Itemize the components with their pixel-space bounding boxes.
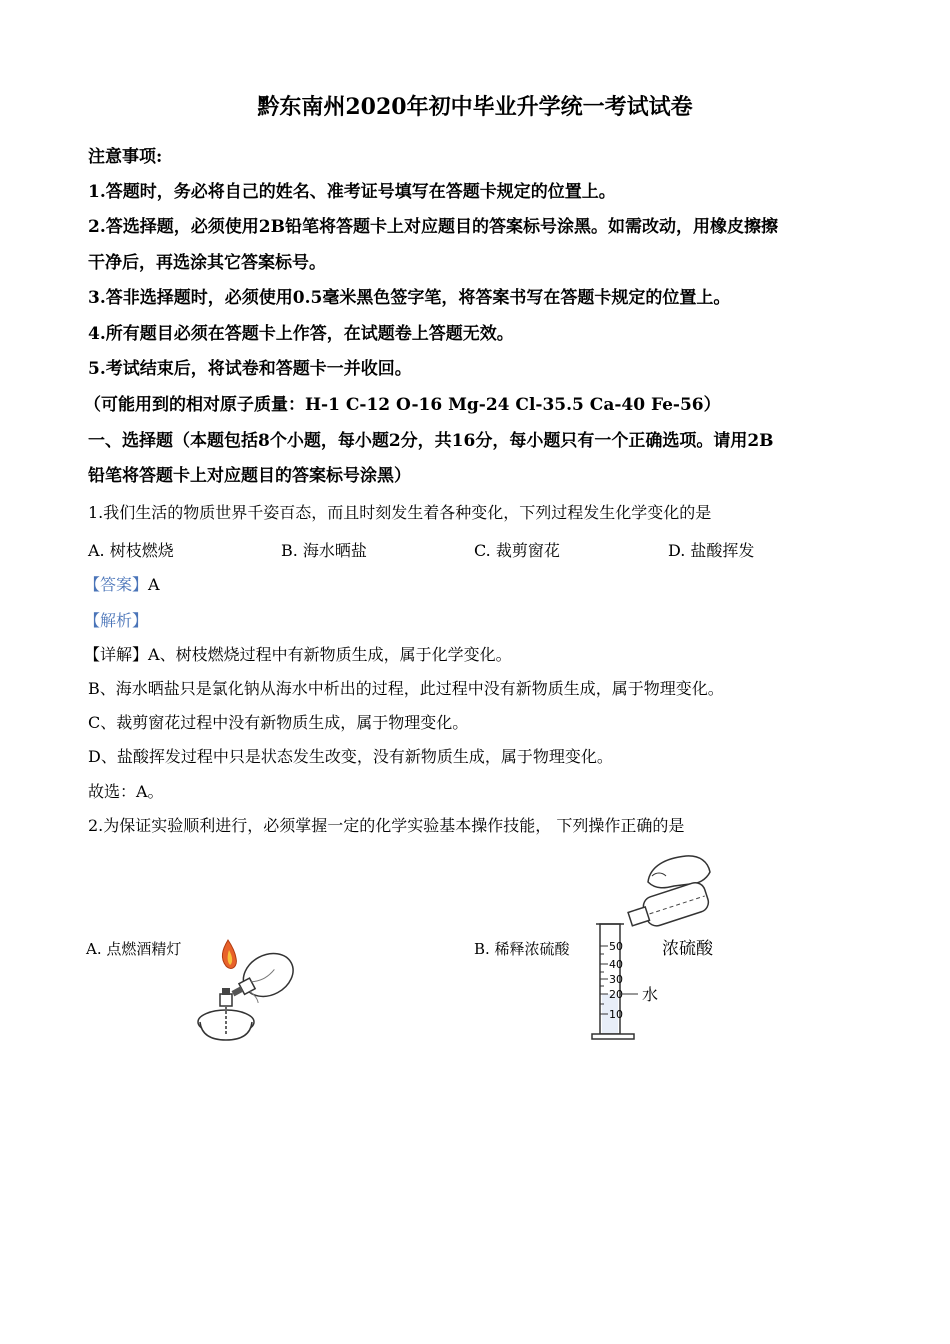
notice-item-3: 3.答非选择题时，必须使用0.5毫米黑色签字笔，将答案书写在答题卡规定的位置上。 <box>88 288 731 308</box>
water-label: 水 <box>642 985 659 1004</box>
notice-heading: 注意事项: <box>88 147 163 167</box>
detail-line-a: A、树枝燃烧过程中有新物质生成，属于化学变化。 <box>148 645 512 664</box>
page-title: 黔东南州2020年初中毕业升学统一考试试卷 <box>257 94 693 120</box>
q1-answer <box>84 574 160 596</box>
atomic-mass-note: （可能用到的相对原子质量：H-1 C-12 O-16 Mg-24 Cl-35.5 Ca-40 Fe-56） <box>84 395 721 415</box>
q1-option-a: A. 树枝燃烧 <box>88 541 174 560</box>
tick-10: 10 <box>609 1008 623 1021</box>
q1-option-c: C. 裁剪窗花 <box>474 541 560 560</box>
notice-item-5: 5.考试结束后，将试卷和答题卡一并收回。 <box>88 359 412 379</box>
q1-stem: 1.我们生活的物质世界千姿百态，而且时刻发生着各种变化，下列过程发生化学变化的是 <box>88 503 712 522</box>
notice-item-2: 2.答选择题，必须使用2B铅笔将答题卡上对应题目的答案标号涂黑。如需改动，用橡皮擦擦 <box>88 217 778 237</box>
alcohol-lamp-figure <box>192 936 304 1046</box>
answer-tag: 【答案】 <box>84 575 149 594</box>
q1-conclusion: 故选：A。 <box>88 782 164 801</box>
tick-40: 40 <box>609 958 623 971</box>
q1-option-d: D. 盐酸挥发 <box>668 541 755 560</box>
section1-heading-cont: 铅笔将答题卡上对应题目的答案标号涂黑） <box>88 466 411 486</box>
notice-item-4: 4.所有题目必须在答题卡上作答，在试题卷上答题无效。 <box>88 324 514 344</box>
q1-detail-3: C、裁剪窗花过程中没有新物质生成，属于物理变化。 <box>88 713 469 732</box>
tick-20: 20 <box>609 988 623 1001</box>
tick-30: 30 <box>609 973 623 986</box>
q1-detail-2: B、海水晒盐只是氯化钠从海水中析出的过程，此过程中没有新物质生成，属于物理变化。 <box>88 679 724 698</box>
q1-detail-1 <box>84 644 512 666</box>
notice-item-2-cont: 干净后，再选涂其它答案标号。 <box>88 253 326 273</box>
q1-detail-4: D、盐酸挥发过程中只是状态发生改变，没有新物质生成，属于物理变化。 <box>88 747 613 766</box>
q1-option-b: B. 海水晒盐 <box>281 541 367 560</box>
tick-50: 50 <box>609 940 623 953</box>
dilute-acid-figure <box>590 854 730 1044</box>
q2-stem: 2.为保证实验顺利进行，必须掌握一定的化学实验基本操作技能， 下列操作正确的是 <box>88 816 685 835</box>
notice-item-1: 1.答题时，务必将自己的姓名、准考证号填写在答题卡规定的位置上。 <box>88 182 616 202</box>
section1-heading: 一、选择题（本题包括8个小题，每小题2分，共16分，每小题只有一个正确选项。请用2B <box>88 431 774 451</box>
acid-label: 浓硫酸 <box>662 939 713 959</box>
analysis-tag: 【解析】 <box>84 611 149 630</box>
q2-option-b-label: B. 稀释浓硫酸 <box>474 940 570 958</box>
detail-tag: 【详解】 <box>84 645 149 664</box>
answer-value: A <box>148 575 160 594</box>
q2-option-a-label: A. 点燃酒精灯 <box>86 940 182 958</box>
